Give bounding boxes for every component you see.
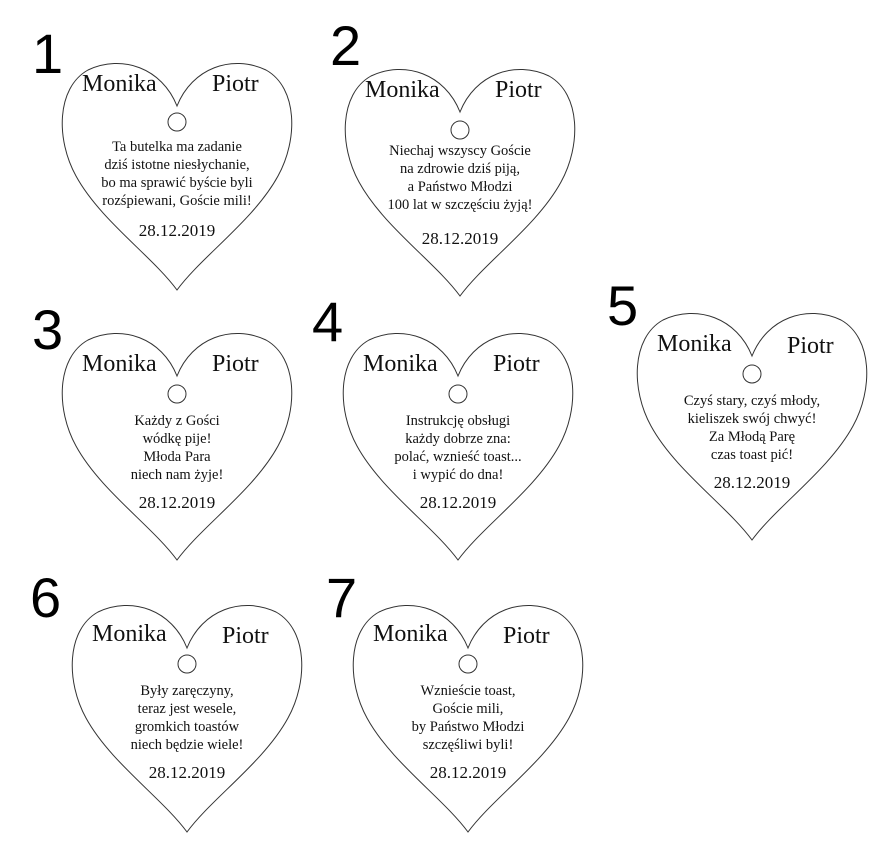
name-right: Piotr [503,623,550,649]
name-left: Monika [373,621,448,647]
verse-line: kieliszek swój chwyć! [687,411,817,427]
date: 28.12.2019 [713,473,791,492]
verse-line: wódkę pije! [142,431,212,447]
heart-tag [62,330,292,562]
hanging-hole [459,655,477,673]
date: 28.12.2019 [148,763,226,782]
heart-tag [62,60,292,292]
verse [86,682,288,754]
date: 28.12.2019 [138,221,216,240]
name-left: Monika [92,621,167,647]
verse-line: by Państwo Młodzi [411,719,525,735]
name-right: Piotr [495,77,542,103]
verse-line: na zdrowie dziś piją, [400,161,520,177]
name-right: Piotr [212,71,259,97]
verse [651,392,853,464]
name-right: Piotr [787,333,834,359]
date: 28.12.2019 [429,763,507,782]
verse-line: gromkich toastów [134,719,240,735]
verse-line: czas toast pić! [710,447,794,463]
verse-line: polać, wznieść toast... [394,449,522,465]
date: 28.12.2019 [138,493,216,512]
tag-number: 7 [326,566,358,629]
name-left: Monika [365,77,440,103]
hanging-hole [168,385,186,403]
tag-number: 6 [30,566,62,629]
heart-tag [343,330,573,562]
hanging-hole [451,121,469,139]
verse [357,412,559,484]
tag-number: 4 [312,290,344,353]
verse-line: i wypić do dna! [412,467,504,483]
tag-number: 2 [330,14,362,77]
name-left: Monika [363,351,438,377]
verse-line: Niechaj wszyscy Goście [389,143,531,159]
verse-line: teraz jest wesele, [137,701,237,717]
tag-number: 3 [32,298,64,361]
name-left: Monika [657,331,732,357]
name-right: Piotr [222,623,269,649]
tag-number: 1 [32,22,64,85]
verse-line: Goście mili, [432,701,504,717]
verse [76,138,278,210]
hanging-hole [168,113,186,131]
hanging-hole [743,365,761,383]
name-right: Piotr [212,351,259,377]
hanging-hole [178,655,196,673]
verse-line: Młoda Para [143,449,211,465]
verse [359,142,561,214]
verse-line: a Państwo Młodzi [407,179,513,195]
verse-line: 100 lat w szczęściu żyją! [387,197,533,213]
heart-tag [637,310,867,542]
hanging-hole [449,385,467,403]
verse-line: Każdy z Gości [134,413,220,429]
tag-number: 5 [607,274,639,337]
heart-tag [345,66,575,298]
verse-line: Instrukcję obsługi [405,413,511,429]
verse-line: dziś istotne niesłychanie, [104,157,250,173]
name-left: Monika [82,351,157,377]
verse-line: Czyś stary, czyś młody, [683,393,821,409]
verse [367,682,569,754]
date: 28.12.2019 [419,493,497,512]
date: 28.12.2019 [421,229,499,248]
name-left: Monika [82,71,157,97]
heart-tag [353,602,583,834]
verse-line: Za Młodą Parę [708,429,796,445]
name-right: Piotr [493,351,540,377]
verse-line: niech będzie wiele! [130,737,244,753]
verse-line: Ta butelka ma zadanie [112,139,242,155]
verse-line: szczęśliwi byli! [422,737,514,753]
verse-line: każdy dobrze zna: [405,431,511,447]
verse [76,412,278,484]
verse-line: rozśpiewani, Goście mili! [102,193,252,209]
verse-line: Były zaręczyny, [140,683,234,699]
heart-tag [72,602,302,834]
verse-line: niech nam żyje! [130,467,224,483]
verse-line: Wznieście toast, [420,683,516,699]
verse-line: bo ma sprawić byście byli [101,175,253,191]
